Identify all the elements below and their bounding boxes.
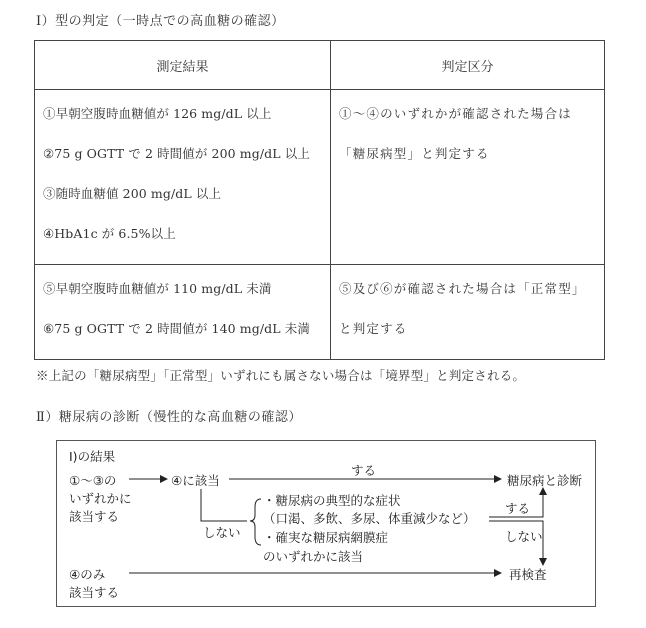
diabetic-judgment-line-1: ①～④のいずれかが確認された場合は: [339, 106, 572, 121]
group2-line-1: ④のみ: [69, 567, 106, 582]
normal-judgment-line-1: ⑤及び⑥が確認された場合は「正常型」: [339, 281, 586, 296]
diabetic-judgment-cell: [331, 90, 605, 265]
arrow-no-branch: [201, 489, 247, 521]
condition-line-4: のいずれかに該当: [263, 549, 364, 564]
table-header-row: [35, 41, 605, 90]
normal-judgment-cell: [331, 265, 605, 360]
retest-label: 再検査: [509, 567, 547, 582]
normal-criteria-cell: [35, 265, 331, 360]
criterion-1: ①早朝空腹時血糖値が 126 mg/dL 以上: [43, 106, 272, 121]
cond-yes-label: する: [505, 501, 531, 516]
criterion-6: ⑥75 g OGTT で 2 時間値が 140 mg/dL 未満: [43, 321, 310, 336]
cond-no-label: しない: [505, 529, 543, 544]
criterion-3: ③随時血糖値 200 mg/dL 以上: [43, 186, 222, 201]
judgment-table: [34, 40, 605, 360]
diagnosis-label: 糖尿病と診断: [507, 473, 583, 488]
diabetic-judgment-line-2: 「糖尿病型」と判定する: [339, 146, 490, 161]
section2-title: Ⅱ）糖尿病の診断（慢性的な高血糖の確認）: [36, 410, 302, 425]
diabetic-criteria-cell: [35, 90, 331, 265]
header-judgment: 判定区分: [331, 41, 605, 90]
criterion-5: ⑤早朝空腹時血糖値が 110 mg/dL 未満: [43, 281, 272, 296]
header-measurement: 測定結果: [35, 41, 331, 90]
normal-judgment-line-2: と判定する: [339, 321, 408, 336]
group1-line-2: いずれかに: [69, 491, 132, 506]
table-row-normal: [35, 265, 605, 360]
applies-label: ④に該当: [171, 473, 220, 488]
result-heading: Ⅰ)の結果: [69, 449, 116, 464]
criterion-2: ②75 g OGTT で 2 時間値が 200 mg/dL 以上: [43, 146, 310, 161]
criterion-4: ④HbA1c が 6.5%以上: [43, 226, 176, 241]
borderline-note: ※上記の「糖尿病型」「正常型」いずれにも属さない場合は「境界型」と判定される。: [36, 368, 526, 383]
condition-line-1: ・糖尿病の典型的な症状: [263, 493, 401, 508]
group1-line-1: ①～③の: [69, 473, 117, 488]
group1-line-3: 該当する: [69, 509, 120, 524]
yes-label: する: [351, 463, 377, 478]
condition-line-3: ・確実な糖尿病網膜症: [263, 530, 389, 545]
table-row-diabetic: [35, 90, 605, 265]
group2-line-2: 該当する: [69, 585, 120, 600]
diagnosis-flow-diagram: [56, 440, 596, 607]
condition-line-2: （口渇、多飲、多尿、体重減少など）: [263, 511, 476, 526]
no-label: しない: [203, 525, 241, 540]
section1-title: Ⅰ）型の判定（一時点での高血糖の確認）: [36, 14, 285, 29]
condition-brace: [250, 499, 261, 545]
